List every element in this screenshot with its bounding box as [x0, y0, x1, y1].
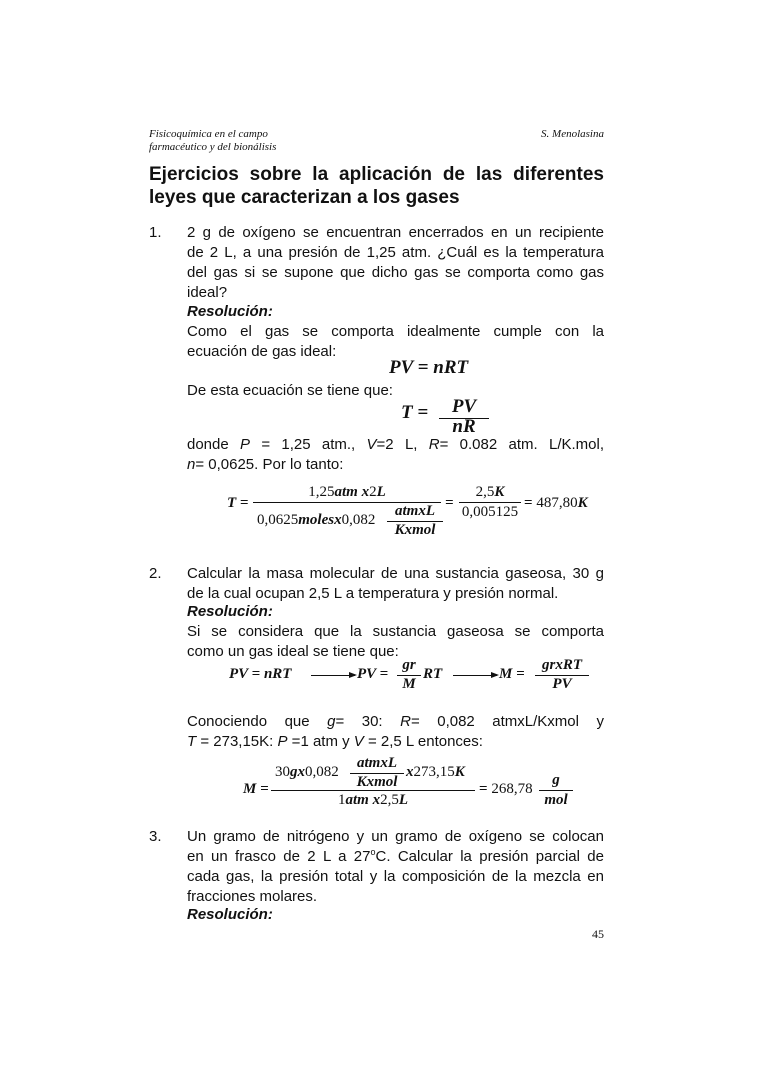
calc-1-numerator: 1,25atm x2L	[308, 484, 386, 500]
calc-1-denominator-unit-denominator: Kxmol	[394, 522, 436, 538]
page-title: Ejercicios sobre la aplicación de las diferentes leyes que caracterizan a los gases	[149, 164, 604, 208]
chain-step-2-rhs: RT	[423, 666, 443, 682]
calc-1-middle-numerator: 2,5K	[475, 484, 505, 500]
exercise-1-number: 1.	[149, 224, 162, 241]
exercise-2-paragraph-1-line-1: Si se considera que la sustancia gaseosa se comporta	[187, 623, 604, 640]
exercise-2-number: 2.	[149, 565, 162, 582]
exercise-2-paragraph-2-line-2: T = 273,15K: P =1 atm y V = 2,5 L entonces:	[187, 733, 483, 750]
chain-step-2-numerator: gr	[402, 657, 416, 673]
header-left-line1: Fisicoquímica en el campo	[149, 128, 268, 140]
header-left-line2: farmacéutico y del bionálisis	[149, 141, 277, 153]
exercise-1-resolution-label: Resolución:	[187, 303, 273, 320]
calc-2-result: = 268,78	[479, 781, 533, 797]
calc-2-unit-denominator: mol	[544, 792, 568, 808]
chain-step-2-denominator: M	[402, 676, 416, 692]
exercise-1-paragraph-1-line-2: ecuación de gas ideal:	[187, 343, 337, 360]
calc-1-denominator-left: 0,0625molesx0,082	[257, 512, 376, 528]
calc-2-denominator: 1atm x2,5L	[337, 792, 408, 808]
calc-1-equals: =	[445, 495, 454, 511]
calc-2-unit-bar	[539, 790, 573, 791]
exercise-3-line-3: cada gas, la presión total y la composición de la mezcla en	[187, 868, 604, 885]
exercise-1-line-1: 2 g de oxígeno se encuentran encerrados en un recipiente	[187, 224, 604, 241]
calc-2-lhs: M =	[243, 781, 269, 797]
exercise-1-paragraph-3-line-2: n= 0,0625. Por lo tanto:	[187, 456, 344, 473]
exercise-1-paragraph-3-line-1: donde P = 1,25 atm., V=2 L, R= 0.082 atm. L/K.mol,	[187, 436, 604, 453]
header-author: S. Menolasina	[541, 128, 604, 140]
page-number: 45	[592, 927, 604, 941]
chain-arrow-1	[311, 675, 355, 676]
exercise-3-resolution-label: Resolución:	[187, 906, 273, 923]
chain-step-2-lhs: PV =	[357, 666, 389, 682]
exercise-2-resolution-label: Resolución:	[187, 603, 273, 620]
calc-2-main-fraction-bar	[271, 790, 475, 791]
exercise-2-line-1: Calcular la masa molecular de una sustancia gaseosa, 30 g	[187, 565, 604, 582]
chain-ideal-gas: PV = nRT	[229, 666, 292, 682]
calc-2-numerator-unit-denominator: Kxmol	[356, 774, 398, 790]
exercise-3-line-2: en un frasco de 2 L a 27$^o$C. Calcular la presión parcial de	[187, 847, 604, 865]
exercise-2-line-2: de la cual ocupan 2,5 L a temperatura y presión normal.	[187, 585, 559, 602]
exercise-3-number: 3.	[149, 828, 162, 845]
calc-1-middle-denominator: 0,005125	[461, 504, 519, 520]
calc-2-numerator-right: x273,15K	[406, 764, 465, 780]
exercise-3-line-4: fracciones molares.	[187, 888, 318, 905]
document-page	[149, 0, 604, 1087]
temperature-equation-lhs: T =	[401, 402, 429, 423]
chain-step-3-denominator: PV	[552, 676, 572, 692]
calc-2-numerator-left: 30gx0,082	[275, 764, 339, 780]
exercise-3-line-1: Un gramo de nitrógeno y un gramo de oxígeno se colocan	[187, 828, 604, 845]
chain-step-3-lhs: M =	[499, 666, 525, 682]
calc-2-unit-numerator: g	[552, 772, 560, 788]
exercise-1-line-2: de 2 L, a una presión de 1,25 atm. ¿Cuál es la temperatura	[187, 244, 604, 261]
calc-1-result: = 487,80K	[524, 495, 588, 511]
calc-2-numerator-unit-numerator: atmxL	[357, 755, 397, 771]
temperature-equation-numerator: PV	[451, 396, 477, 417]
temperature-equation-denominator: nR	[452, 416, 476, 437]
calc-1-denominator-unit-numerator: atmxL	[395, 503, 435, 519]
chain-arrow-2	[453, 675, 497, 676]
exercise-1-line-4: ideal?	[187, 284, 228, 301]
ideal-gas-equation: PV = nRT	[389, 357, 469, 378]
exercise-1-paragraph-1-line-1: Como el gas se comporta idealmente cumple con la	[187, 323, 604, 340]
exercise-1-paragraph-2: De esta ecuación se tiene que:	[187, 382, 393, 399]
chain-step-3-numerator: grxRT	[541, 657, 582, 673]
exercise-1-line-3: del gas si se supone que dicho gas se comporta como gas	[187, 264, 604, 281]
exercise-2-paragraph-2-line-1: Conociendo que g= 30: R= 0,082 atmxL/Kxmol y	[187, 713, 604, 730]
calc-1-lhs: T =	[227, 495, 249, 511]
calc-1-middle-fraction-bar	[459, 502, 521, 503]
exercise-2-paragraph-1-line-2: como un gas ideal se tiene que:	[187, 643, 399, 660]
